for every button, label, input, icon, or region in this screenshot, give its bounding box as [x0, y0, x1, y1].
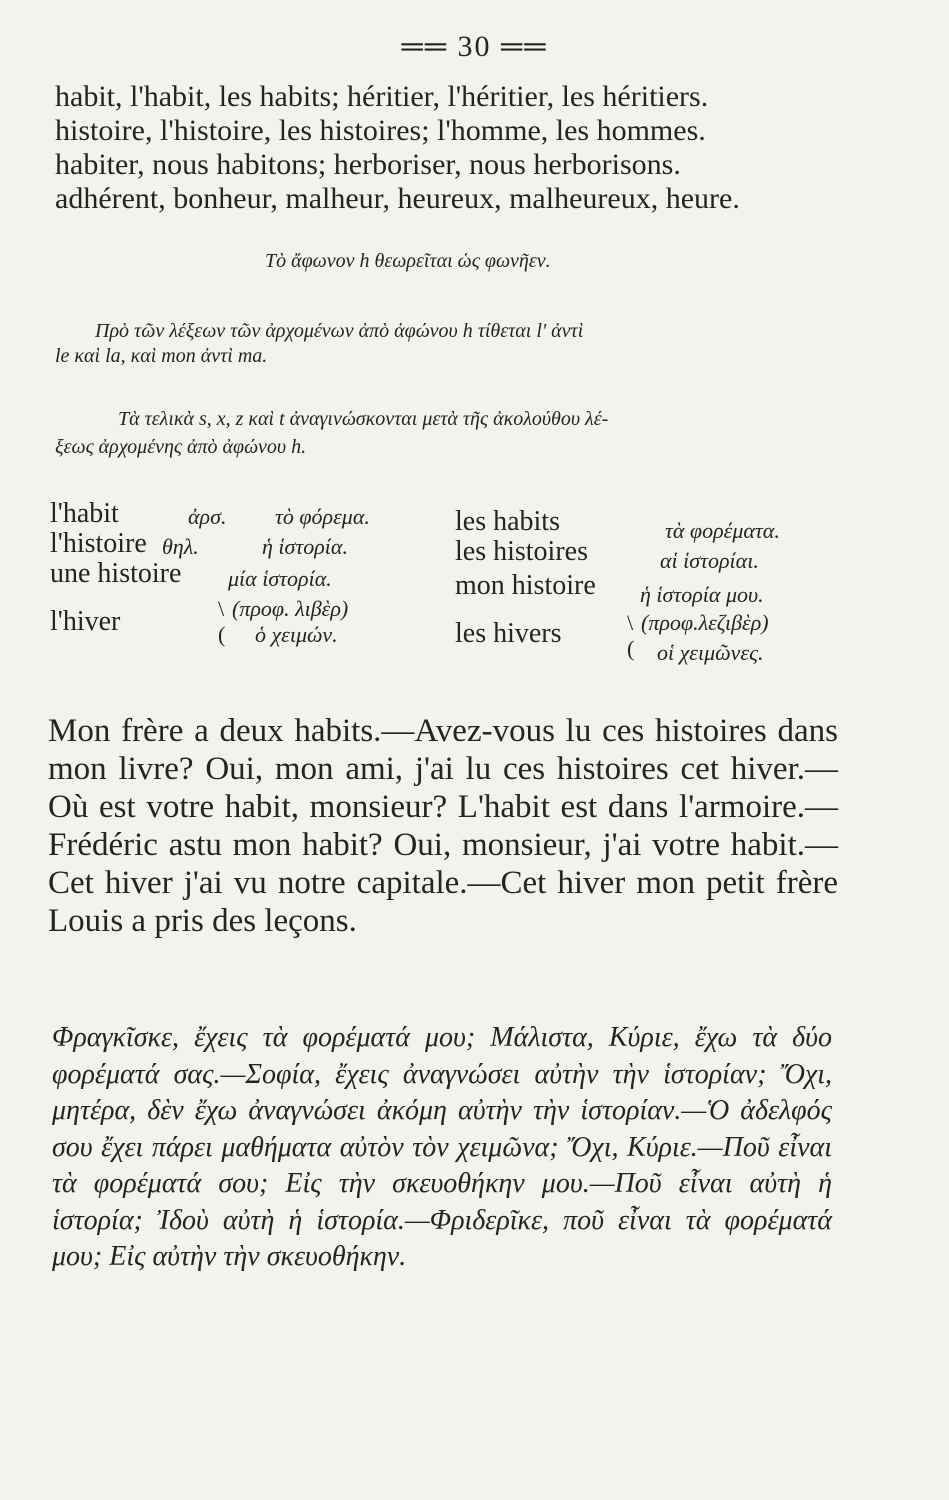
rule-2-line-1: Πρὸ τῶν λέξεων τῶν ἀρχομένων ἀπὸ ἀφώνου h τίθεται l' ἀντὶ — [95, 320, 584, 342]
intro-line-3: habiter, nous habitons; herboriser, nous herborisons. — [55, 148, 681, 181]
page-number-rule-left: ══ — [401, 30, 458, 63]
intro-line-4: adhérent, bonheur, malheur, heureux, malheureux, heure. — [55, 182, 740, 215]
vocab-gr-plural: ἡ ἱστορία μου. — [640, 582, 764, 607]
vocab-gr: τὸ φόρεμα. — [275, 504, 370, 529]
vocabulary-table — [50, 498, 870, 678]
intro-line-2: histoire, l'histoire, les histoires; l'homme, les hommes. — [55, 114, 706, 147]
rule-3-line-2: ξεως ἀρχομένης ἀπὸ ἀφώνου h. — [55, 436, 307, 458]
french-exercise-paragraph: Mon frère a deux habits.—Avez-vous lu ces histoires dans mon livre? Oui, mon ami, j'ai lu ces histoires cet hiver.—Où est votre habit, monsieur? L'habit est dans l'armoire.—Frédéric astu mon habit? Oui, monsieur, j'ai votre habit.—Cet hiver j'ai vu notre capitale.—Cet hiver mon petit frère Louis a pris des leçons. — [48, 713, 838, 939]
vocab-gr-secondary: ὁ χειμών. — [255, 622, 338, 647]
vocab-gr-plural-secondary: οἱ χειμῶνες. — [657, 640, 764, 665]
page-number — [0, 30, 949, 64]
vocab-gender: ἀρσ. — [188, 504, 227, 529]
intro-line-1: habit, l'habit, les habits; héritier, l'héritier, les héritiers. — [55, 80, 709, 113]
vocab-fr: l'hiver — [50, 606, 121, 637]
greek-exercise-paragraph: Φραγκῖσκε, ἔχεις τὰ φορέματά μου; Μάλιστα, Κύριε, ἔχω τὰ δύο φορέματά σας.—Σοφία, ἔχεις ἀναγνώσει αὐτὴν τὴν ἱστορίαν; Ὄχι, μητέρα, δὲν ἔχω ἀναγνώσει ἀκόμη αὐτὴν τὴν ἱστορίαν.—Ὁ ἀδελφός σου ἔχει πάρει μαθήματα αὐτὸν τὸν χειμῶνα; Ὄχι, Κύριε.—Ποῦ εἶναι τὰ φορέματά σου; Εἰς τὴν σκευοθήκην μου.—Ποῦ εἶναι αὐτὴ ἡ ἱστορία; Ἰδοὺ αὐτὴ ἡ ἱστορία.—Φριδερῖκε, ποῦ εἶναι τὰ φορέματά μου; Εἰς αὐτὴν τὴν σκευοθήκην. — [52, 1022, 832, 1272]
vocab-fr-plural: les habits — [455, 506, 560, 537]
rule-2-line-2: le καὶ la, καὶ mon ἀντὶ ma. — [55, 345, 268, 367]
vocab-gr-plural: (προφ.λεζιβὲρ) — [641, 610, 769, 635]
page-number-rule-right: ══ — [491, 30, 548, 63]
vocab-fr: l'habit — [50, 498, 119, 529]
vocab-gender: θηλ. — [162, 534, 199, 559]
vocab-gr: μία ἱστορία. — [228, 566, 332, 591]
rule-1: Τὸ ἄφωνον h θεωρεῖται ὡς φωνῆεν. — [265, 250, 551, 272]
vocab-gr: (προφ. λιβὲρ) — [232, 596, 349, 621]
brace-symbol: \ ( — [627, 610, 635, 661]
brace-symbol: \ ( — [218, 596, 226, 647]
vocab-gr: ἡ ἱστορία. — [262, 534, 348, 559]
vocab-fr: une histoire — [50, 558, 182, 589]
vocab-fr: l'histoire — [50, 528, 147, 559]
vocab-fr-plural: les hivers — [455, 618, 562, 649]
vocab-fr-plural: les histoires — [455, 536, 588, 567]
vocab-gr-plural: αἱ ἱστορίαι. — [660, 548, 759, 573]
page-number-text: 30 — [457, 30, 492, 63]
vocab-fr-plural: mon histoire — [455, 570, 596, 601]
vocab-gr-plural: τὰ φορέματα. — [665, 518, 780, 543]
rule-3-line-1: Τὰ τελικὰ s, x, z καὶ t ἀναγινώσκονται μετὰ τῆς ἀκολούθου λέ- — [118, 408, 609, 430]
